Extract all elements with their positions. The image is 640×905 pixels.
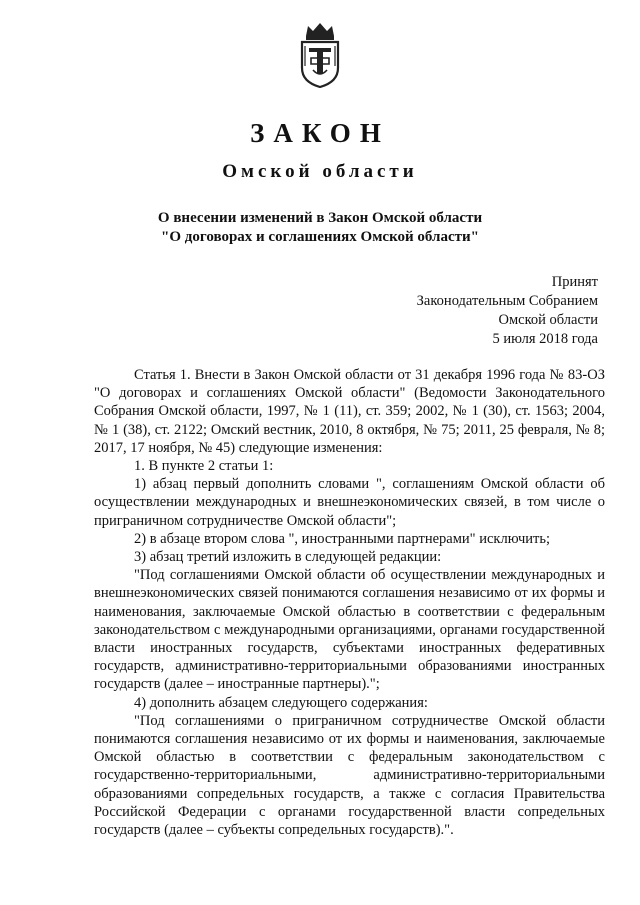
adoption-line-1: Принят [551, 274, 598, 290]
subitem-2: 2) в абзаце втором слова ", иностранными партнерами" исключить; [134, 530, 551, 547]
subitem-1: 1) абзац первый дополнить словами ", соглашениям Омской области об осуществлении международных и внешнеэкономических связей, в том числе о приграничном сотрудничестве Омской области"; [94, 476, 605, 529]
adoption-line-2: Законодательным Собранием [416, 293, 598, 309]
quoted-paragraph-1: "Под соглашениями Омской области об осуществлении международных и внешнеэкономических связей понимаются соглашения независимо от их формы и наименования, заключаемые Омской областью в соответствии с федеральным законодательством с международными организациями, органами государственной власти иностранных государств, субъектами иностранных федеративных государств, административно-территориальными образованиями иностранных государств (далее – иностранные партнеры)."; [94, 567, 605, 693]
subitem-4: 4) дополнить абзацем следующего содержания: [134, 694, 428, 711]
document-subtitle: Омской области [222, 161, 418, 182]
law-name-line-2: "О договорах и соглашениях Омской области" [161, 229, 479, 245]
subitem-3: 3) абзац третий изложить в следующей редакции: [134, 549, 442, 566]
article-1-intro: Статья 1. Внести в Закон Омской области от 31 декабря 1996 года № 83-ОЗ "О договорах и соглашениях Омской области" (Ведомости Законодательного Собрания Омской области, 1997, № 1 (11), ст. 359; 2002, № 1 (30), ст. 1563; 2004, № 1 (38), ст. 2122; Омский вестник, 2010, 8 октября, № 75; 2011, 25 февраля, № 8; 2017, 17 ноября, № 45) следующие изменения: [94, 367, 605, 456]
adoption-block [417, 273, 598, 349]
article-body [94, 366, 605, 839]
adoption-line-3: Омской области [498, 312, 598, 328]
document-title: ЗАКОН [250, 118, 390, 148]
law-name [0, 209, 640, 247]
coat-of-arms-icon [298, 22, 342, 88]
item-1-heading: 1. В пункте 2 статьи 1: [134, 458, 274, 475]
quoted-paragraph-2: "Под соглашениями о приграничном сотрудничестве Омской области понимаются соглашения независимо от их формы и наименования, заключаемые Омской областью в соответствии с федеральным законодательством с государственно-территориальными, административно-территориальными образованиями сопредельных государств, а также с согласия Правительства Российской Федерации с органами государственной власти сопредельных государств (далее – субъекты сопредельных государств).". [94, 712, 605, 839]
law-name-line-1: О внесении изменений в Закон Омской области [157, 210, 483, 226]
adoption-date: 5 июля 2018 года [492, 331, 598, 347]
